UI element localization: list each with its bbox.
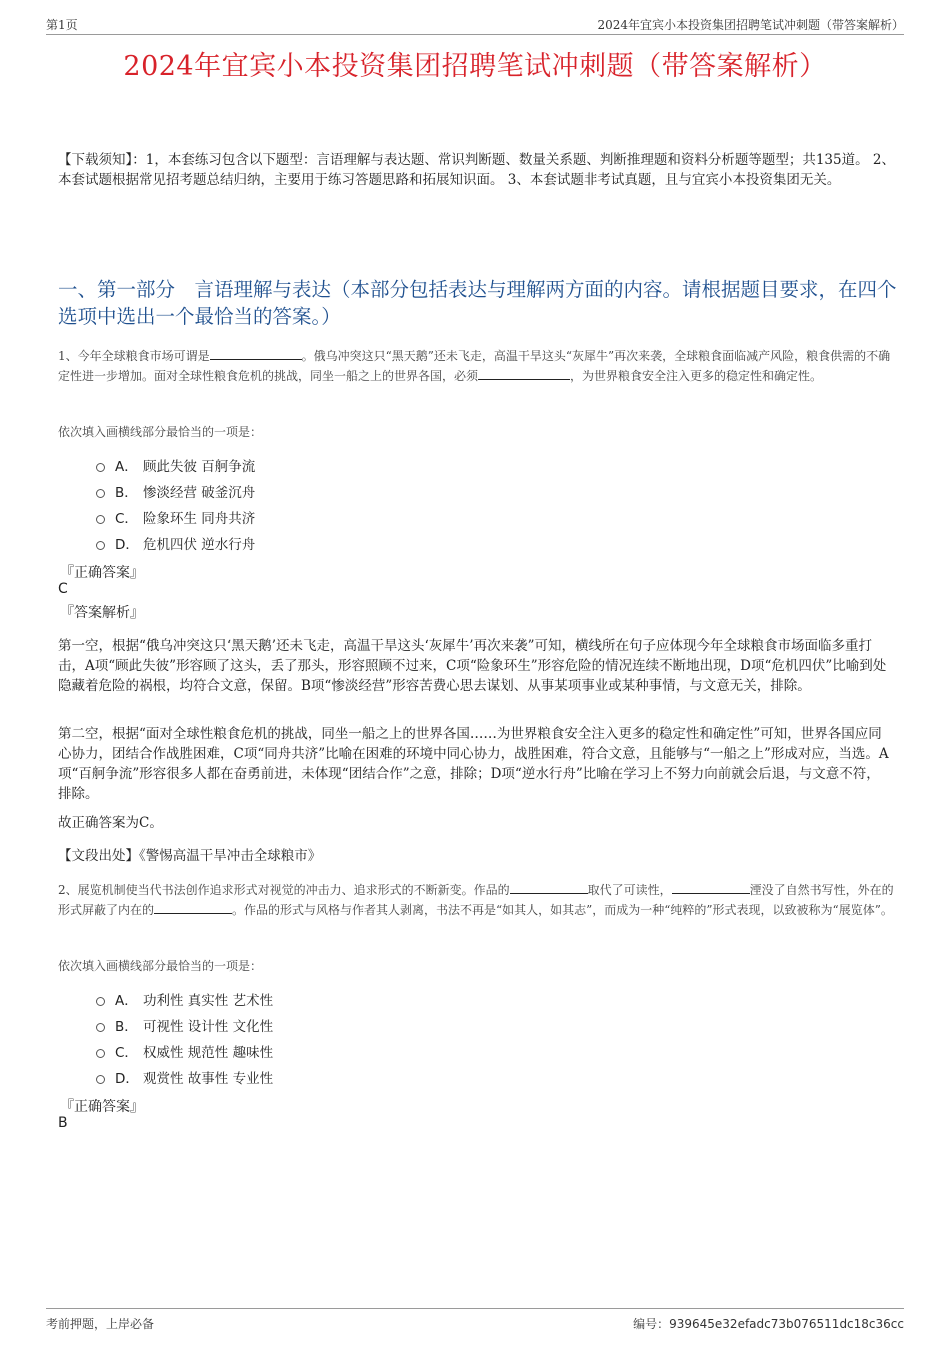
answer-label: 『正确答案』 — [60, 565, 144, 581]
option-d[interactable]: D． 危机四伏 逆水行舟 — [96, 530, 255, 556]
radio-icon[interactable] — [96, 515, 105, 524]
answer-value: C — [58, 581, 68, 597]
option-a[interactable]: A． 功利性 真实性 艺术性 — [96, 986, 273, 1012]
radio-icon[interactable] — [96, 997, 105, 1006]
page-footer — [46, 1308, 904, 1333]
radio-icon[interactable] — [96, 463, 105, 472]
option-c[interactable]: C． 险象环生 同舟共济 — [96, 504, 255, 530]
fill-blank — [510, 881, 588, 894]
question-1-options — [96, 452, 255, 556]
fill-blank — [672, 881, 750, 894]
option-b[interactable]: B． 可视性 设计性 文化性 — [96, 1012, 273, 1038]
fill-blank — [210, 347, 302, 360]
question-1-instruction: 依次填入画横线部分最恰当的一项是： — [58, 425, 263, 439]
option-b[interactable]: B． 惨淡经营 破釜沉舟 — [96, 478, 255, 504]
analysis-conclusion: 故正确答案为C。 — [58, 815, 163, 831]
option-c[interactable]: C． 权威性 规范性 趣味性 — [96, 1038, 273, 1064]
download-notice: 【下载须知】：1，本套练习包含以下题型：言语理解与表达题、常识判断题、数量关系题、判断推理题和资料分析题等题型；共135道。 2、本套试题根据常见招考题总结归纳，主要用于练习答题思路和拓展知识面。 3、本套试题非考试真题，且与宜宾小本投资集团无关。 — [58, 152, 895, 188]
answer-value: B — [58, 1115, 68, 1131]
radio-icon[interactable] — [96, 1049, 105, 1058]
analysis-label: 『答案解析』 — [60, 605, 144, 621]
footer-code: 编号：939645e32efadc73b076511dc18c36cc — [633, 1317, 904, 1331]
analysis-paragraph-1: 第一空，根据“俄乌冲突这只‘黑天鹅’还未飞走，高温干旱这头‘灰犀牛’再次来袭”可知，横线所在句子应体现今年全球粮食市场面临多重打击，A项“顾此失彼”形容顾了这头，丢了那头，形容照顾不过来，C项“险象环生”形容危险的情况连续不断地出现，D项“危机四伏”比喻到处隐藏着危险的祸根，均符合文意，保留。B项“惨淡经营”形容苦费心思去谋划、从事某项事业或某种事情，与文意无关，排除。 — [58, 638, 887, 694]
question-2-stem: 2、展览机制使当代书法创作追求形式对视觉的冲击力、追求形式的不断新变。作品的 取代了可读性， 湮没了自然书写性，外在的形式屏蔽了内在的 。作品的形式与风格与作者其人剥离，书法不再是“如其人，如其志”，而成为一种“纯粹的”形式表现，以致被称为“展览体”。 — [58, 883, 894, 917]
source-citation: 【文段出处】《警惕高温干旱冲击全球粮市》 — [58, 848, 322, 864]
option-a[interactable]: A． 顾此失彼 百舸争流 — [96, 452, 255, 478]
question-2-instruction: 依次填入画横线部分最恰当的一项是： — [58, 959, 263, 973]
question-1-stem: 1、今年全球粮食市场可谓是 。俄乌冲突这只“黑天鹅”还未飞走，高温干旱这头“灰犀牛”再次来袭，全球粮食面临减产风险，粮食供需的不确定性进一步增加。面对全球性粮食危机的挑战，同坐一船之上的世界各国，必须 ，为世界粮食安全注入更多的稳定性和确定性。 — [58, 349, 891, 383]
radio-icon[interactable] — [96, 541, 105, 550]
page-header — [46, 14, 904, 35]
fill-blank — [478, 367, 570, 380]
section-title: 一、第一部分 言语理解与表达（本部分包括表达与理解两方面的内容。请根据题目要求，在四个选项中选出一个最恰当的答案。） — [58, 278, 897, 328]
option-d[interactable]: D． 观赏性 故事性 专业性 — [96, 1064, 273, 1090]
radio-icon[interactable] — [96, 1023, 105, 1032]
answer-label: 『正确答案』 — [60, 1099, 144, 1115]
question-2-options — [96, 986, 273, 1090]
page-number: 第1页 — [46, 18, 78, 32]
header-doc-title: 2024年宜宾小本投资集团招聘笔试冲刺题（带答案解析） — [597, 18, 904, 32]
fill-blank — [154, 901, 232, 914]
page-title: 2024年宜宾小本投资集团招聘笔试冲刺题（带答案解析） — [123, 51, 827, 82]
radio-icon[interactable] — [96, 1075, 105, 1084]
analysis-paragraph-2: 第二空，根据“面对全球性粮食危机的挑战，同坐一船之上的世界各国……为世界粮食安全注入更多的稳定性和确定性”可知，世界各国应同心协力，团结合作战胜困难，C项“同舟共济”比喻在困难的环境中同心协力，战胜困难，符合文意，且能够与“一船之上”形成对应，当选。A项“百舸争流”形容很多人都在奋勇前进，未体现“团结合作”之意，排除；D项“逆水行舟”比喻在学习上不努力向前就会后退，与文意不符，排除。 — [58, 726, 889, 802]
footer-slogan: 考前押题，上岸必备 — [46, 1317, 155, 1331]
radio-icon[interactable] — [96, 489, 105, 498]
